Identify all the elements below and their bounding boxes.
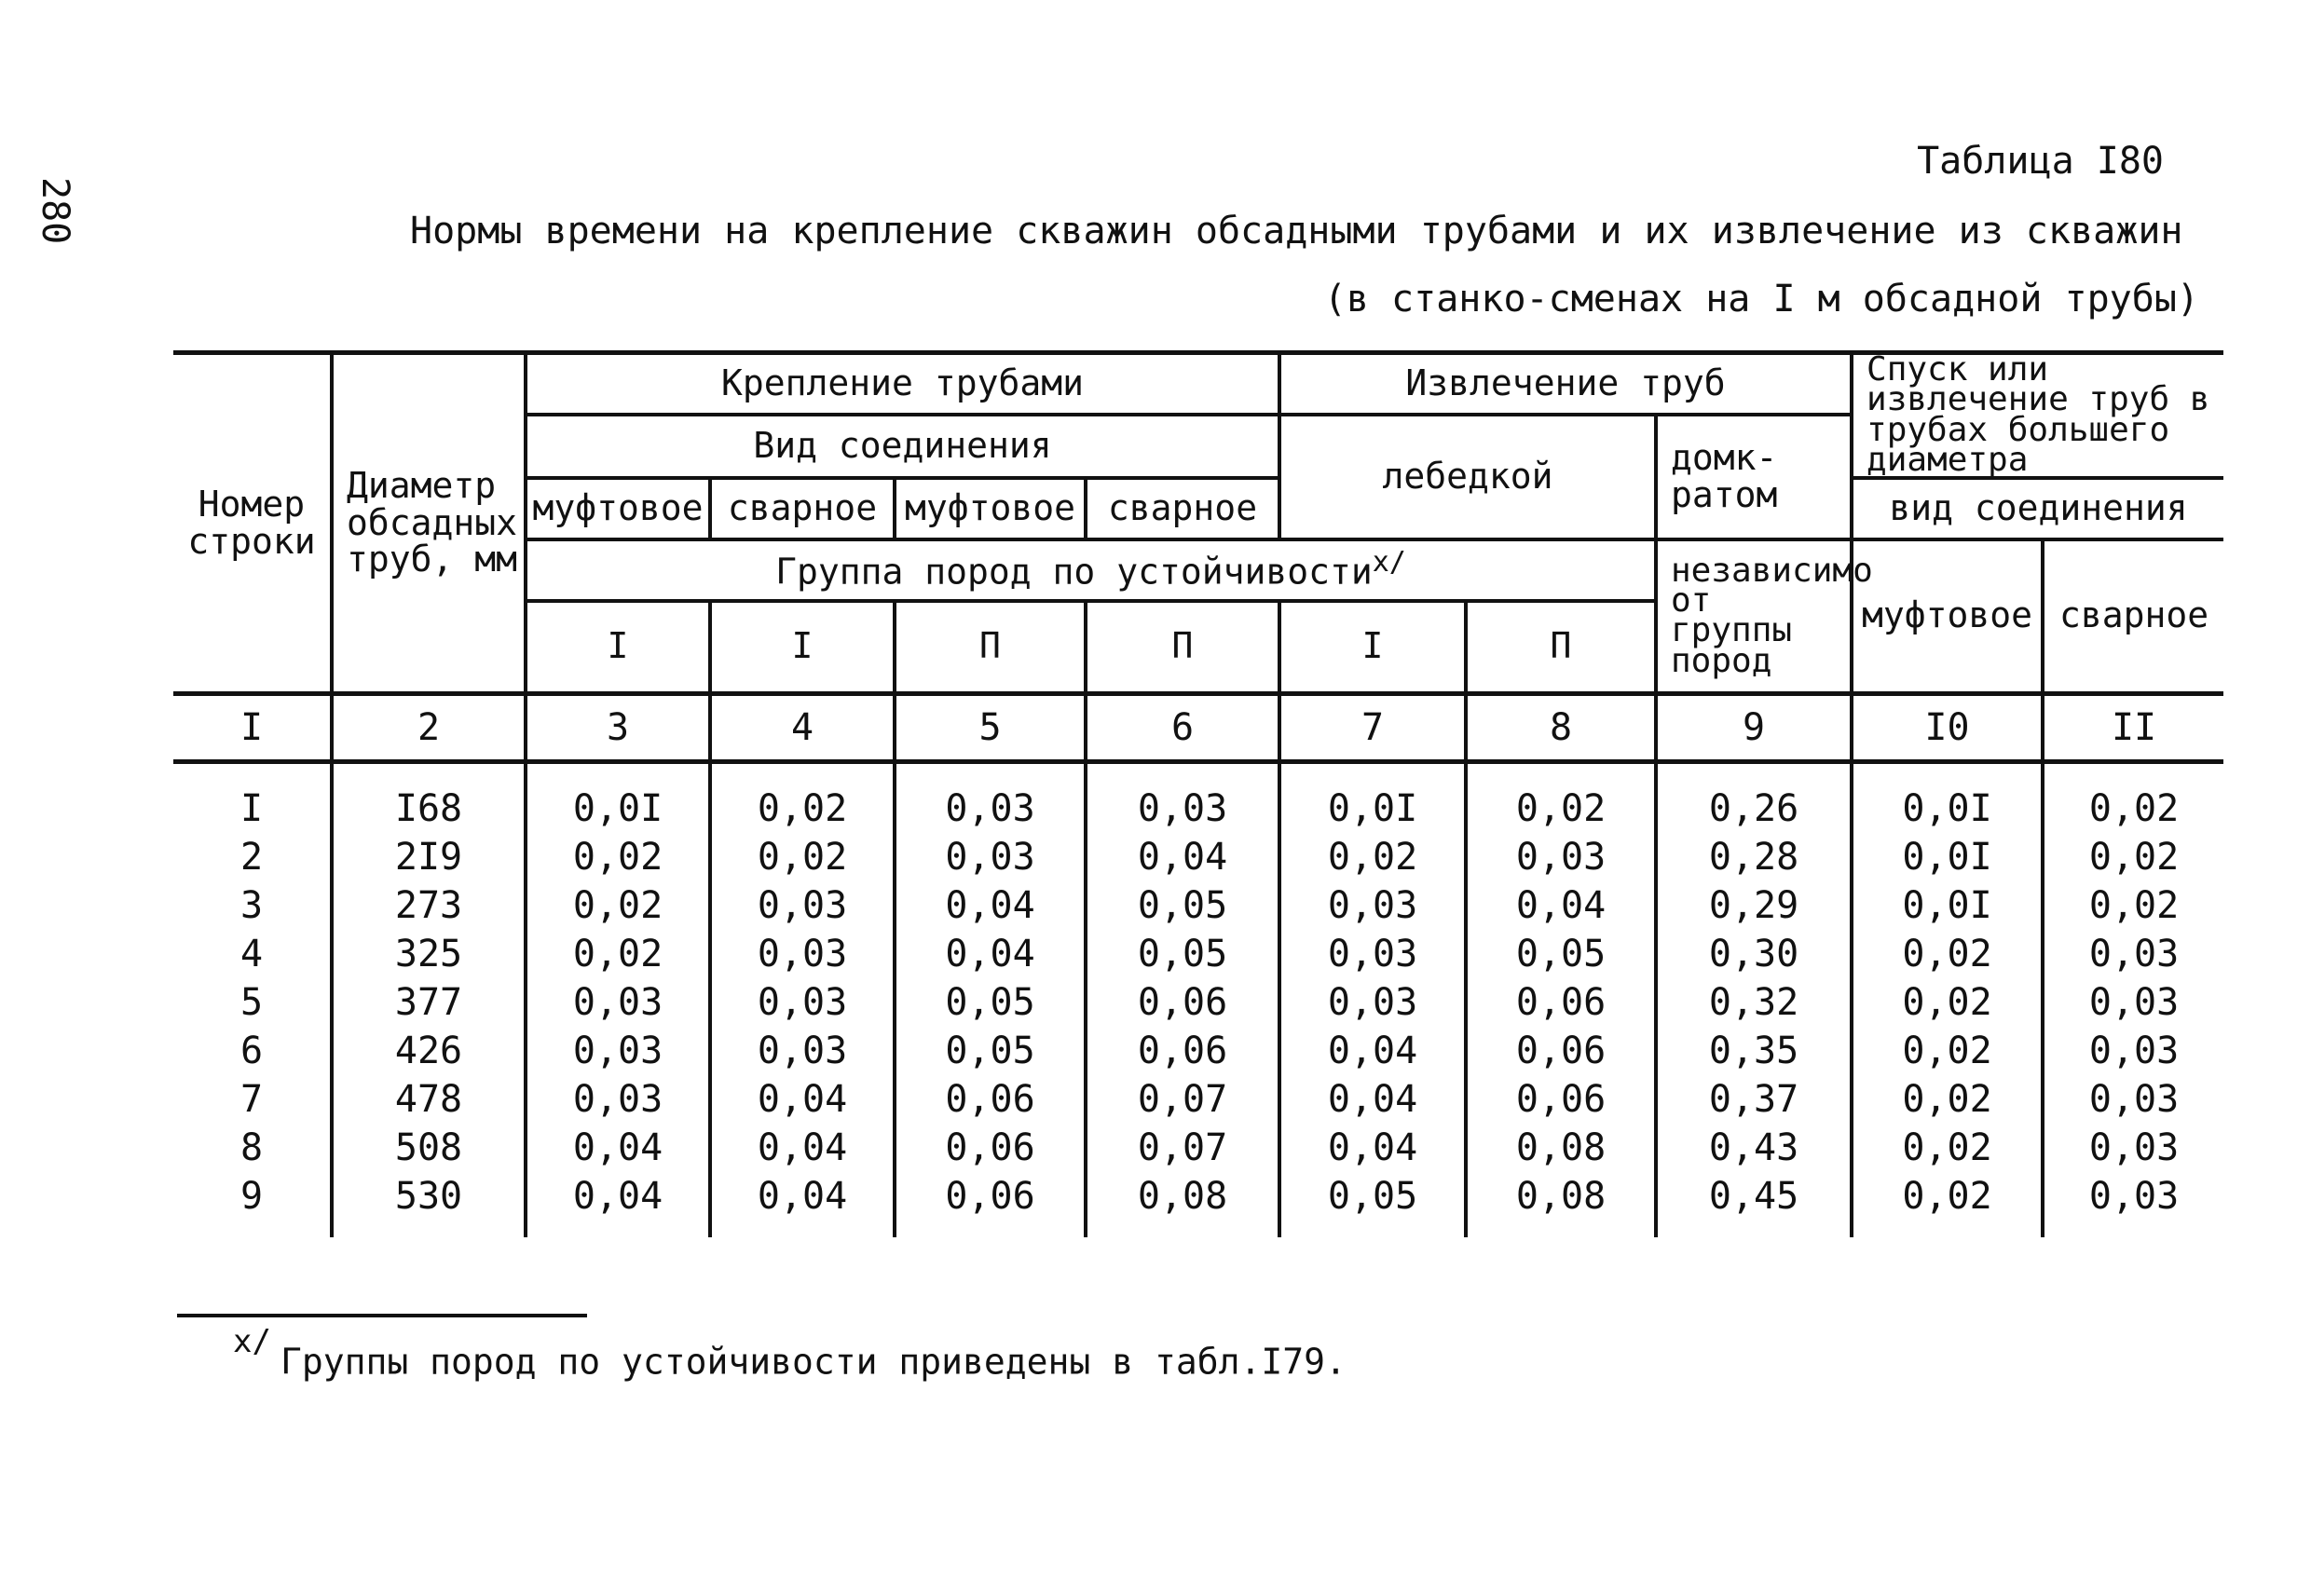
table-row <box>173 881 2223 930</box>
table-cell: 0,29 <box>1656 881 1852 930</box>
table-cell: 0,05 <box>1279 1172 1466 1221</box>
table-cell: 0,03 <box>1279 881 1466 930</box>
table-cell: 9 <box>173 1172 332 1221</box>
table-cell: 0,08 <box>1086 1172 1279 1221</box>
header-coupling-3: муфтовое <box>1852 539 2043 694</box>
table-cell: 508 <box>332 1124 526 1172</box>
table-cell: 0,03 <box>2043 1027 2223 1075</box>
table-cell: 0,04 <box>895 881 1086 930</box>
column-number: 2 <box>332 694 526 762</box>
table-cell: 0,04 <box>710 1172 895 1221</box>
table-cell: I68 <box>332 762 526 834</box>
spacer-cell <box>332 1221 526 1237</box>
spacer-cell <box>173 1221 332 1237</box>
table-cell: 0,04 <box>1279 1124 1466 1172</box>
table-cell: 0,05 <box>895 1027 1086 1075</box>
spacer-cell <box>895 1221 1086 1237</box>
table-cell: 0,06 <box>895 1172 1086 1221</box>
table-row <box>173 930 2223 978</box>
table-cell: 0,02 <box>1852 1075 2043 1124</box>
table-cell: 0,04 <box>526 1124 710 1172</box>
table-cell: 0,0I <box>1852 762 2043 834</box>
table-cell: 0,05 <box>1086 930 1279 978</box>
header-jack: домк-ратом <box>1656 415 1852 539</box>
table-label: Таблица I80 <box>1917 140 2164 183</box>
table-cell: 0,35 <box>1656 1027 1852 1075</box>
table-body <box>173 762 2223 1238</box>
page-number: 280 <box>34 177 76 245</box>
table-cell: 0,04 <box>1086 833 1279 881</box>
table-cell: 478 <box>332 1075 526 1124</box>
table-cell: 0,04 <box>526 1172 710 1221</box>
table-cell: 426 <box>332 1027 526 1075</box>
header-coupling-1: муфтовое <box>526 478 710 539</box>
column-numbers-row <box>173 694 2223 762</box>
table-cell: 7 <box>173 1075 332 1124</box>
header-winch: лебедкой <box>1279 415 1656 539</box>
table-cell: 325 <box>332 930 526 978</box>
table-row <box>173 1124 2223 1172</box>
header-group-cell: П <box>1466 601 1656 694</box>
header-extraction-group: Извлечение труб <box>1279 353 1852 415</box>
column-number: II <box>2043 694 2223 762</box>
norms-table <box>173 350 2223 1237</box>
table-cell: 0,0I <box>1279 762 1466 834</box>
header-group-cell: I <box>1279 601 1466 694</box>
table-cell: 0,30 <box>1656 930 1852 978</box>
table-cell: 0,02 <box>1852 1172 2043 1221</box>
spacer-cell <box>710 1221 895 1237</box>
table-cell: 0,05 <box>1466 930 1656 978</box>
table-bottom-spacer <box>173 1221 2223 1237</box>
table-cell: 3 <box>173 881 332 930</box>
table-cell: 0,02 <box>2043 881 2223 930</box>
footnote <box>233 1323 1347 1383</box>
table-cell: 0,07 <box>1086 1124 1279 1172</box>
table-cell: 0,02 <box>1852 1124 2043 1172</box>
table-cell: 0,03 <box>1466 833 1656 881</box>
table-cell: 0,03 <box>2043 1075 2223 1124</box>
table-cell: 0,37 <box>1656 1075 1852 1124</box>
table-cell: 0,03 <box>2043 1172 2223 1221</box>
table-cell: 0,02 <box>710 833 895 881</box>
spacer-cell <box>1279 1221 1466 1237</box>
table-cell: 0,04 <box>1279 1027 1466 1075</box>
header-rock-group <box>526 539 1656 601</box>
table-cell: 0,03 <box>710 930 895 978</box>
table-cell: 0,08 <box>1466 1172 1656 1221</box>
table-row <box>173 978 2223 1027</box>
table-cell: 0,03 <box>2043 978 2223 1027</box>
header-welded-2: сварное <box>1086 478 1279 539</box>
column-number: 6 <box>1086 694 1279 762</box>
table-cell: 0,02 <box>526 881 710 930</box>
column-number: I0 <box>1852 694 2043 762</box>
table-cell: 0,03 <box>526 978 710 1027</box>
table-cell: 0,06 <box>1086 978 1279 1027</box>
table-cell: 0,06 <box>895 1124 1086 1172</box>
table-cell: 0,03 <box>710 978 895 1027</box>
table-cell: 0,03 <box>2043 1124 2223 1172</box>
table-row <box>173 1075 2223 1124</box>
header-group-cell: I <box>710 601 895 694</box>
table-row <box>173 833 2223 881</box>
table-cell: 0,06 <box>1086 1027 1279 1075</box>
header-welded-1: сварное <box>710 478 895 539</box>
table-cell: 530 <box>332 1172 526 1221</box>
table-cell: 0,0I <box>526 762 710 834</box>
header-rock-group-label: Группа пород по устойчивости <box>775 551 1373 593</box>
header-diameter: Диаметр обсадных труб, мм <box>332 353 526 694</box>
footnote-mark: x/ <box>233 1323 271 1360</box>
table-cell: 0,02 <box>526 833 710 881</box>
header-group-cell: П <box>1086 601 1279 694</box>
table-cell: 0,03 <box>710 881 895 930</box>
table-cell: 0,04 <box>1466 881 1656 930</box>
table-cell: 0,02 <box>1279 833 1466 881</box>
column-number: 8 <box>1466 694 1656 762</box>
table-cell: 0,06 <box>1466 1075 1656 1124</box>
table-cell: 4 <box>173 930 332 978</box>
table-cell: 0,04 <box>710 1075 895 1124</box>
spacer-cell <box>1086 1221 1279 1237</box>
column-number: 3 <box>526 694 710 762</box>
column-number: 4 <box>710 694 895 762</box>
spacer-cell <box>2043 1221 2223 1237</box>
table-cell: 377 <box>332 978 526 1027</box>
header-welded-3: сварное <box>2043 539 2223 694</box>
table-cell: 0,02 <box>1852 1027 2043 1075</box>
table-title: Нормы времени на крепление скважин обсадными трубами и их извлечение из скважин <box>410 210 2183 252</box>
table-cell: I <box>173 762 332 834</box>
table-cell: 0,03 <box>1086 762 1279 834</box>
table-cell: 0,04 <box>895 930 1086 978</box>
table-cell: 0,02 <box>526 930 710 978</box>
table-cell: 0,32 <box>1656 978 1852 1027</box>
table-cell: 0,07 <box>1086 1075 1279 1124</box>
table-cell: 0,05 <box>1086 881 1279 930</box>
table-cell: 8 <box>173 1124 332 1172</box>
table-cell: 0,03 <box>710 1027 895 1075</box>
table-cell: 5 <box>173 978 332 1027</box>
table-cell: 0,03 <box>895 762 1086 834</box>
header-group-cell: П <box>895 601 1086 694</box>
column-number: 9 <box>1656 694 1852 762</box>
table-cell: 0,02 <box>1852 930 2043 978</box>
table-cell: 0,45 <box>1656 1172 1852 1221</box>
header-connection-type-2: вид соединения <box>1852 478 2223 539</box>
table-cell: 0,03 <box>1279 978 1466 1027</box>
header-coupling-2: муфтовое <box>895 478 1086 539</box>
header-fastening-group: Крепление трубами <box>526 353 1279 415</box>
table-cell: 0,02 <box>2043 833 2223 881</box>
table-cell: 0,26 <box>1656 762 1852 834</box>
table-cell: 0,03 <box>526 1075 710 1124</box>
spacer-cell <box>1466 1221 1656 1237</box>
table-cell: 0,0I <box>1852 833 2043 881</box>
table-cell: 0,43 <box>1656 1124 1852 1172</box>
spacer-cell <box>526 1221 710 1237</box>
table-row <box>173 1172 2223 1221</box>
table-cell: 0,08 <box>1466 1124 1656 1172</box>
table-cell: 0,02 <box>2043 762 2223 834</box>
table-cell: 0,03 <box>895 833 1086 881</box>
header-footnote-mark: x/ <box>1372 546 1406 580</box>
table-row <box>173 762 2223 834</box>
spacer-cell <box>1656 1221 1852 1237</box>
column-number: 5 <box>895 694 1086 762</box>
table-cell: 0,02 <box>1466 762 1656 834</box>
table-cell: 0,28 <box>1656 833 1852 881</box>
table-cell: 0,03 <box>526 1027 710 1075</box>
column-number: I <box>173 694 332 762</box>
table-cell: 0,06 <box>1466 1027 1656 1075</box>
header-row-number: Номер строки <box>173 353 332 694</box>
table-cell: 0,06 <box>1466 978 1656 1027</box>
table-cell: 273 <box>332 881 526 930</box>
table-cell: 2I9 <box>332 833 526 881</box>
header-independent: независимо от группы пород <box>1656 539 1852 694</box>
table-cell: 0,0I <box>1852 881 2043 930</box>
table-cell: 0,03 <box>2043 930 2223 978</box>
column-number: 7 <box>1279 694 1466 762</box>
spacer-cell <box>1852 1221 2043 1237</box>
table-cell: 0,03 <box>1279 930 1466 978</box>
header-lowering-group: Спуск или извлечение труб в трубах большего диаметра <box>1852 353 2223 478</box>
table-cell: 0,05 <box>895 978 1086 1027</box>
table-cell: 0,02 <box>1852 978 2043 1027</box>
table-cell: 0,02 <box>710 762 895 834</box>
table-cell: 2 <box>173 833 332 881</box>
table-cell: 6 <box>173 1027 332 1075</box>
header-connection-type: Вид соединения <box>526 415 1279 478</box>
table-row <box>173 1027 2223 1075</box>
table-cell: 0,04 <box>1279 1075 1466 1124</box>
footnote-rule <box>177 1314 587 1317</box>
table-cell: 0,04 <box>710 1124 895 1172</box>
footnote-text: Группы пород по устойчивости приведены в табл.I79. <box>280 1341 1347 1383</box>
header-group-cell: I <box>526 601 710 694</box>
units-note: (в станко-сменах на I м обсадной трубы) <box>1323 278 2199 321</box>
table-cell: 0,06 <box>895 1075 1086 1124</box>
